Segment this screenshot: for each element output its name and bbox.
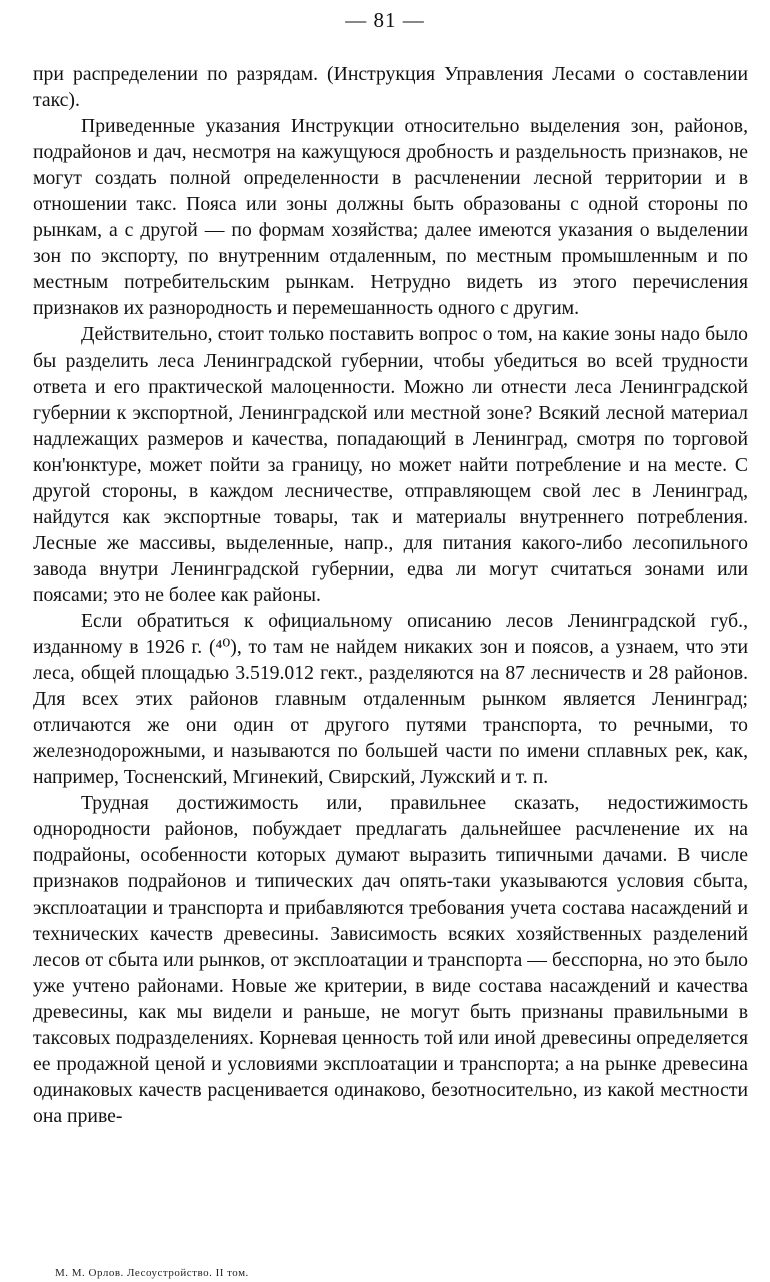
page-number: — 81 — (345, 8, 425, 32)
paragraph-3: Действительно, стоит только поставить вопрос о том, на какие зоны надо было бы разделить леса Ленинградской губернии, чтобы убедиться во всей трудности ответа и его практической малоценности. Можно ли отнести леса Ленинградской губернии к экспортной, Ленинградской или местной зоне? Всякий лесной материал надлежащих размеров и качества, попадающий в Ленинград, смотря по торговой кон'юнктуре, может пойти за границу, но может найти потребление и на месте. С другой стороны, в каждом лесничестве, отправляющем свой лес в Ленинград, найдутся как экспортные товары, так и материалы внутреннего потребления. Лесные же массивы, выделенные, напр., для питания какого-либо лесопильного завода внутри Ленинградской губернии, едва ли могут считаться зонами или поясами; это не более как районы. (33, 323, 748, 606)
paragraph-5: Трудная достижимость или, правильнее сказать, недостижимость однородности районов, побуждает предлагать дальнейшее расчленение их на подрайоны, особенности которых думают выразить типичными дачами. В числе признаков подрайонов и типических дач опять-таки указываются условия сбыта, эксплоатации и транспорта и прибавляются требования учета состава насаждений и технических качеств древесины. Зависимость всяких хозяйственных разделений лесов от сбыта или рынков, от эксплоатации и транспорта — бесспорна, но это было уже учтено районами. Новые же критерии, в виде состава насаждений и качества древесины, как мы видели и раньше, не могут быть признаны правильными в таксовых подразделениях. Корневая ценность той или иной древесины определяется ее продажной ценой и условиями эксплоатации и транспорта; а на рынке древесина одинаковых качеств расценивается одинаково, безотносительно, из какой местности она приве- (33, 792, 748, 1127)
page-footer: М. М. Орлов. Лесоустройство. II том. (55, 1267, 249, 1279)
body-text (33, 61, 748, 1129)
paragraph-2: Приведенные указания Инструкции относительно выделения зон, районов, подрайонов и дач, несмотря на кажущуюся дробность и раздельность признаков, не могут создать полной определенности в расчленении лесной территории и в отношении такс. Пояса или зоны должны быть образованы с одной стороны по рынкам, а с другой — по формам хозяйства; далее имеются указания о выделении зон по экспорту, по внутренним отдаленным, по местным промышленным и по местным потребительским рынкам. Нетрудно видеть из этого перечисления признаков их разнородность и перемешанность одного с другим. (33, 115, 748, 320)
paragraph-4: Если обратиться к официальному описанию лесов Ленинградской губ., изданному в 1926 г. (⁴⁰), то там не найдем никаких зон и поясов, а узнаем, что эти леса, общей площадью 3.519.012 гект., разделяются на 87 лесничеств и 28 районов. Для всех этих районов главным отдаленным рынком является Ленинград; отличаются же они один от другого путями транспорта, то речными, то железнодорожными, и называются по большей части по имени сплавных рек, как, например, Тосненский, Мгинекий, Свирский, Лужский и т. п. (33, 609, 748, 789)
paragraph-1: при распределении по разрядам. (Инструкция Управления Лесами о составлении такс). (33, 63, 748, 112)
